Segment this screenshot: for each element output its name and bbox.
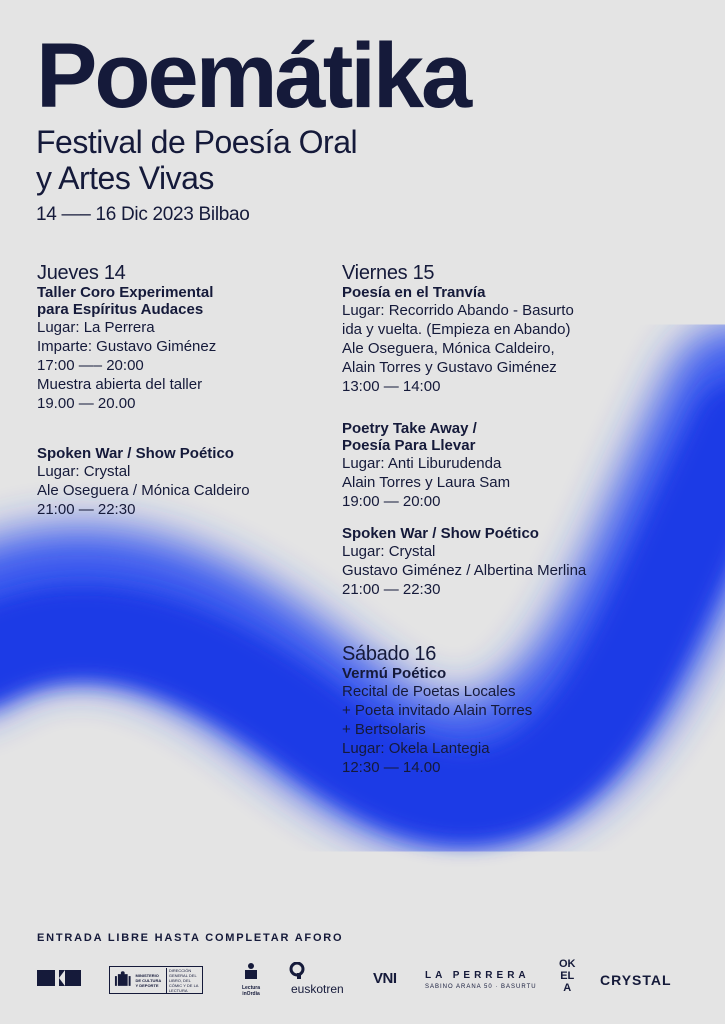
sponsor-logo-crystal: CRYSTAL [600,972,672,988]
lectura-text: Lectura inOrdia [241,985,261,997]
book-icon [243,962,259,980]
day-heading-saturday: Sábado 16 [342,643,437,665]
event-poetry-take-away [342,420,642,511]
direccion-text: DIRECCIÓN GENERAL DEL LIBRO, DEL CÓMIC Y DE LA LECTURA [166,968,202,993]
thursday-column [37,262,327,519]
event-line: Lugar: La Perrera [37,319,155,336]
event-title: Poetry Take Away / [342,420,477,437]
event-title: para Espíritus Audaces [37,301,204,318]
sponsor-logo-vn: VNI [373,970,397,987]
event-line: Lugar: Anti Liburudenda [342,455,502,472]
event-line: Imparte: Gustavo Giménez [37,338,217,355]
event-spoken-war-friday [342,525,642,599]
event-line: Gustavo Giménez / Albertina Merlina [342,562,587,579]
event-line: Lugar: Okela Lantegia [342,740,490,757]
perrera-address: SABINO ARANA 50 · BASURTU [425,984,537,990]
day-heading-thursday: Jueves 14 [37,262,126,284]
sponsor-logo-lectura [233,962,269,997]
event-title: Poesía en el Tranvía [342,284,486,301]
event-line: 19.00 — 20.00 [37,395,136,412]
sponsor-logo-euskotren [289,962,344,995]
event-line: Lugar: Recorrido Abando - Basurto [342,302,574,319]
okela-line: OK [559,958,576,970]
event-line: Lugar: Crystal [342,543,436,560]
event-line: 12:30 — 14.00 [342,759,441,776]
event-title: Spoken War / Show Poético [342,525,539,542]
event-spoken-war-thursday [37,445,327,519]
event-line: ida y vuelta. (Empieza en Abando) [342,321,571,338]
event-line: Lugar: Crystal [37,463,131,480]
event-title: Vermú Poético [342,665,447,682]
event-title: Taller Coro Experimental [37,284,214,301]
event-line: 17:00 —– 20:00 [37,357,144,374]
festival-dates: 14 —– 16 Dic 2023 Bilbao [36,204,250,225]
subtitle-line-2: y Artes Vivas [36,160,214,196]
event-line: Ale Oseguera / Mónica Caldeiro [37,482,250,499]
event-title: Spoken War / Show Poético [37,445,234,462]
sponsor-logos [37,960,697,1004]
subtitle-line-1: Festival de Poesía Oral [36,124,358,160]
okela-line: EL [560,970,575,982]
event-vermu-poetico [342,665,642,777]
event-line: + Poeta invitado Alain Torres [342,702,533,719]
coat-of-arms-icon [113,970,133,990]
event-poesia-tranvia [342,284,642,396]
poster-header [36,25,470,226]
event-line: 13:00 — 14:00 [342,378,441,395]
event-line: 21:00 — 22:30 [37,501,136,518]
sponsor-logo-blocks [37,968,81,993]
free-entry-notice: ENTRADA LIBRE HASTA COMPLETAR AFORO [37,932,344,944]
sponsor-logo-okela [559,958,576,994]
event-title: Poesía Para Llevar [342,437,476,454]
event-line: 19:00 — 20:00 [342,493,441,510]
event-line: Muestra abierta del taller [37,376,203,393]
euskotren-text: euskotren [291,982,344,996]
sponsor-logo-la-perrera [425,970,537,990]
day-heading-friday: Viernes 15 [342,262,435,284]
event-line: 21:00 — 22:30 [342,581,441,598]
festival-subtitle [36,124,469,196]
festival-title: Poemátika [36,25,470,127]
event-taller-coro [37,284,327,413]
event-line: + Bertsolaris [342,721,426,738]
okela-line: A [563,982,572,994]
ministerio-text: MINISTERIO DE CULTURA Y DEPORTE [135,972,162,988]
sponsor-logo-ministerio [109,966,203,994]
event-line: Alain Torres y Gustavo Giménez [342,359,557,376]
euskotren-icon [289,962,305,980]
event-line: Recital de Poetas Locales [342,683,516,700]
event-line: Ale Oseguera, Mónica Caldeiro, [342,340,555,357]
perrera-name: LA PERRERA [425,970,530,981]
friday-saturday-column [342,262,642,777]
event-line: Alain Torres y Laura Sam [342,474,511,491]
